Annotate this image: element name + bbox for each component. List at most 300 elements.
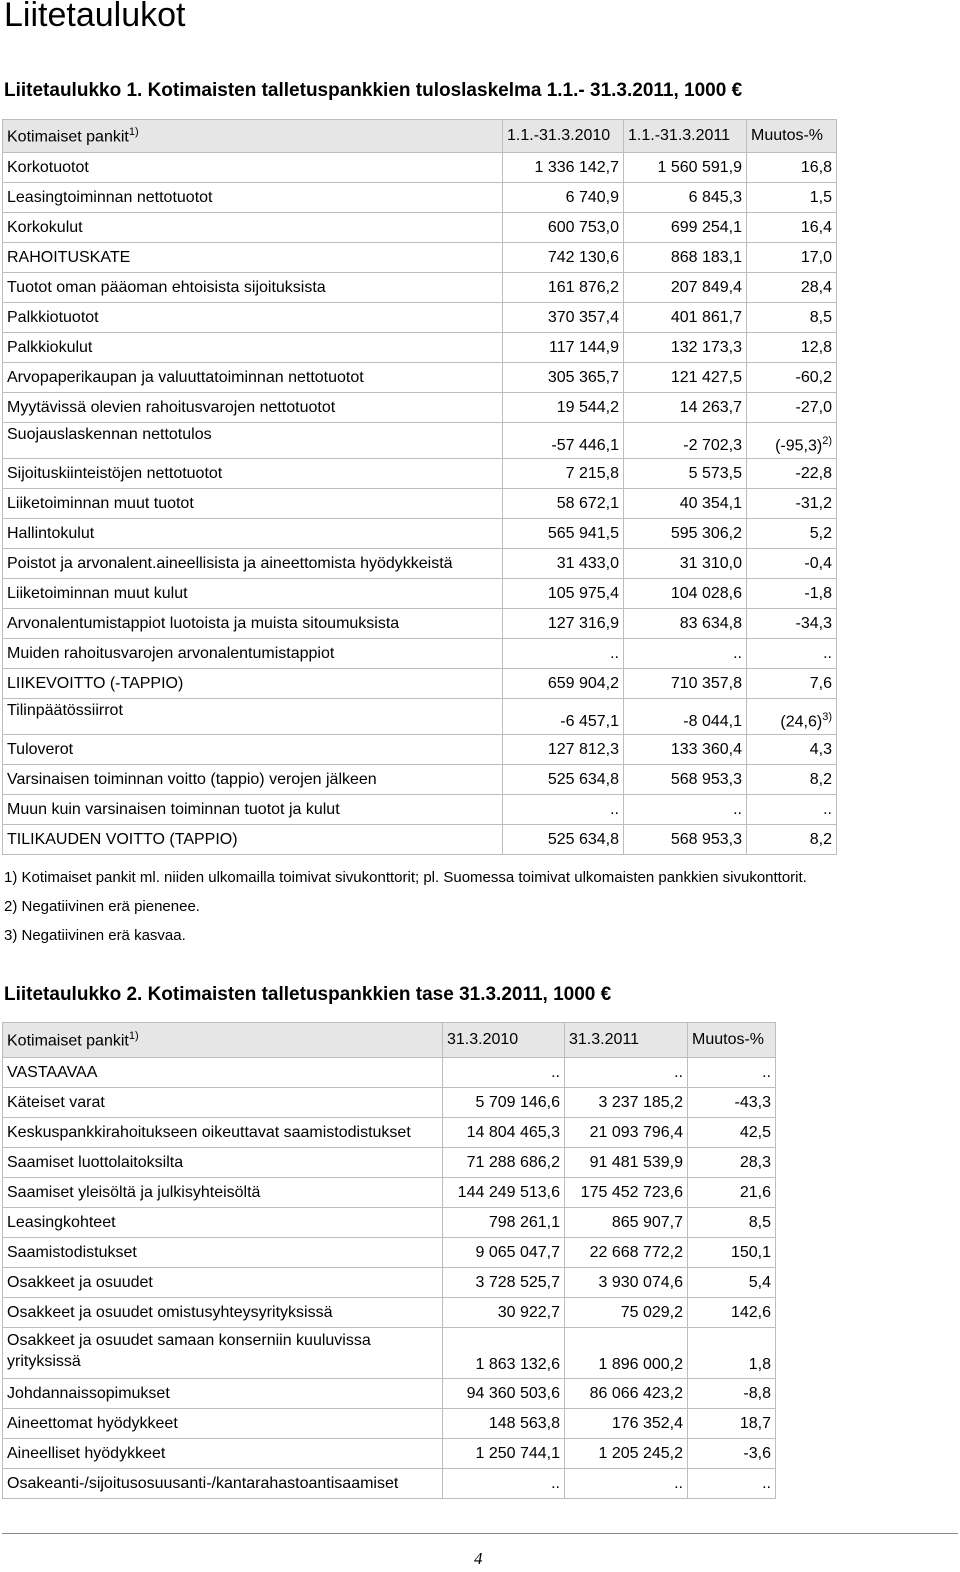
cell-value-2010-text: 659 904,2	[547, 674, 619, 692]
cell-value-2011-text: ..	[674, 1474, 683, 1492]
cell-change-text: (-95,3)	[775, 437, 823, 454]
cell-value-2010	[503, 825, 624, 855]
cell-value-2011-text: 22 668 772,2	[589, 1243, 683, 1261]
cell-value-2010	[503, 579, 624, 609]
cell-change-text: 5,4	[748, 1273, 771, 1291]
cell-value-2010	[443, 1118, 565, 1148]
cell-change	[688, 1148, 776, 1178]
cell-change	[747, 735, 837, 765]
cell-value-2011-text: 6 845,3	[688, 188, 742, 206]
cell-change-text: -1,8	[804, 584, 832, 602]
cell-value-2011	[624, 825, 747, 855]
table-row	[3, 1268, 776, 1298]
table-row	[3, 1088, 776, 1118]
footnote-ref: 1)	[128, 125, 139, 138]
cell-change	[747, 153, 837, 183]
cell-value-2011	[624, 519, 747, 549]
row-label	[3, 489, 503, 519]
cell-value-2011-text: 175 452 723,6	[580, 1183, 683, 1201]
row-label	[3, 273, 503, 303]
cell-change	[747, 363, 837, 393]
footnotes	[4, 866, 807, 953]
cell-change-text: 18,7	[739, 1414, 771, 1432]
cell-value-2011	[624, 243, 747, 273]
cell-change	[688, 1058, 776, 1088]
table-row	[3, 1178, 776, 1208]
cell-value-2011	[565, 1439, 688, 1469]
cell-value-2010-text: 94 360 503,6	[466, 1384, 560, 1402]
row-label-text: Arvopaperikaupan ja valuuttatoiminnan nettotuotot	[7, 368, 364, 386]
row-label-text: Osakkeet ja osuudet samaan konserniin kuuluvissa yrityksissä	[7, 1332, 371, 1370]
cell-change	[747, 243, 837, 273]
cell-change	[747, 669, 837, 699]
footnote-ref: 3)	[822, 710, 832, 723]
cell-value-2010	[503, 519, 624, 549]
cell-value-2010-text: 6 740,9	[565, 188, 619, 206]
cell-change-text: 8,2	[809, 770, 832, 788]
row-label-text: Leasingtoiminnan nettotuotot	[7, 188, 213, 206]
cell-change	[747, 519, 837, 549]
cell-value-2010-text: 798 261,1	[488, 1213, 560, 1231]
row-label-text: Palkkiokulut	[7, 338, 93, 356]
cell-change	[747, 303, 837, 333]
cell-value-2010	[503, 363, 624, 393]
row-label-text: TILIKAUDEN VOITTO (TAPPIO)	[7, 830, 238, 848]
cell-value-2011-text: 1 896 000,2	[598, 1356, 683, 1373]
cell-change	[688, 1178, 776, 1208]
cell-value-2010-text: 1 250 744,1	[475, 1444, 560, 1462]
cell-value-2011	[565, 1148, 688, 1178]
row-label-text: Tuotot oman pääoman ehtoisista sijoituksista	[7, 278, 326, 296]
table-row	[3, 213, 837, 243]
cell-change	[747, 699, 837, 735]
cell-value-2011-text: 595 306,2	[670, 524, 742, 542]
cell-value-2011-text: 401 861,7	[670, 308, 742, 326]
row-label-text: Myytävissä olevien rahoitusvarojen nettotuotot	[7, 398, 336, 416]
cell-change	[688, 1268, 776, 1298]
cell-value-2011-text: 86 066 423,2	[589, 1384, 683, 1402]
table-row	[3, 363, 837, 393]
row-label-text: Hallintokulut	[7, 524, 95, 542]
cell-value-2010-text: 117 144,9	[549, 338, 619, 356]
cell-change-text: 28,3	[739, 1153, 771, 1171]
cell-value-2010-text: 30 922,7	[497, 1303, 560, 1321]
cell-value-2011-text: 868 183,1	[670, 248, 742, 266]
table-header-row	[3, 1023, 776, 1058]
row-label-text: Varsinaisen toiminnan voitto (tappio) verojen jälkeen	[7, 770, 377, 788]
column-header-label: Kotimaiset pankit	[7, 1032, 129, 1050]
row-label	[3, 579, 503, 609]
cell-value-2010	[443, 1469, 565, 1499]
row-label-text: Keskuspankkirahoitukseen oikeuttavat saamistodistukset	[7, 1123, 411, 1141]
cell-value-2010	[503, 669, 624, 699]
cell-change-text: -31,2	[795, 494, 832, 512]
table-row	[3, 699, 837, 735]
cell-value-2010-text: ..	[610, 800, 619, 818]
row-label	[3, 1469, 443, 1499]
cell-value-2010	[503, 183, 624, 213]
cell-change-text: 4,3	[809, 740, 832, 758]
cell-value-2010	[503, 765, 624, 795]
cell-value-2010	[503, 699, 624, 735]
cell-value-2010	[503, 639, 624, 669]
column-header-2010: 31.3.2010	[443, 1023, 565, 1058]
cell-change	[747, 609, 837, 639]
footnote-2: 2) Negatiivinen erä pienenee.	[4, 898, 200, 915]
cell-value-2011	[624, 393, 747, 423]
cell-value-2011	[565, 1469, 688, 1499]
row-label-text: RAHOITUSKATE	[7, 248, 131, 266]
cell-value-2011	[624, 213, 747, 243]
cell-value-2011	[624, 609, 747, 639]
table-row	[3, 825, 837, 855]
row-label	[3, 825, 503, 855]
row-label	[3, 243, 503, 273]
cell-value-2010	[443, 1058, 565, 1088]
cell-value-2011	[565, 1178, 688, 1208]
cell-change	[688, 1469, 776, 1499]
table-row	[3, 579, 837, 609]
cell-change-text: 17,0	[800, 248, 832, 266]
row-label	[3, 459, 503, 489]
row-label-text: VASTAAVAA	[7, 1063, 98, 1081]
row-label-text: Leasingkohteet	[7, 1213, 116, 1231]
table-header-row	[3, 120, 837, 153]
row-label-text: Tuloverot	[7, 740, 74, 758]
row-label	[3, 363, 503, 393]
cell-value-2011	[565, 1379, 688, 1409]
cell-value-2011	[624, 639, 747, 669]
column-header-change: Muutos-%	[688, 1023, 776, 1058]
row-label	[3, 1328, 443, 1379]
column-header-banks	[3, 1023, 443, 1058]
cell-value-2011-text: ..	[674, 1063, 683, 1081]
cell-value-2010	[503, 795, 624, 825]
table-row	[3, 423, 837, 459]
row-label	[3, 1208, 443, 1238]
table-row	[3, 765, 837, 795]
cell-change	[688, 1238, 776, 1268]
row-label-text: Sijoituskiinteistöjen nettotuotot	[7, 464, 223, 482]
cell-value-2011	[624, 363, 747, 393]
table-row	[3, 273, 837, 303]
cell-value-2010	[443, 1178, 565, 1208]
cell-change-text: 7,6	[809, 674, 832, 692]
cell-value-2011	[624, 765, 747, 795]
cell-value-2011-text: ..	[733, 800, 742, 818]
cell-change-text: 8,5	[809, 308, 832, 326]
cell-value-2010-text: 127 316,9	[547, 614, 619, 632]
cell-change	[747, 273, 837, 303]
footnote-ref: 2)	[822, 434, 832, 447]
cell-value-2010	[443, 1439, 565, 1469]
cell-value-2010-text: 600 753,0	[547, 218, 619, 236]
cell-value-2010	[443, 1409, 565, 1439]
table-row	[3, 489, 837, 519]
cell-value-2011	[624, 579, 747, 609]
cell-value-2011-text: 568 953,3	[670, 830, 742, 848]
row-label	[3, 213, 503, 243]
cell-change-text: 21,6	[739, 1183, 771, 1201]
cell-value-2011	[624, 795, 747, 825]
cell-change-text: 42,5	[739, 1123, 771, 1141]
row-label	[3, 549, 503, 579]
row-label-text: Osakkeet ja osuudet	[7, 1273, 153, 1291]
cell-change-text: 1,8	[748, 1356, 771, 1373]
cell-value-2010-text: 742 130,6	[547, 248, 619, 266]
cell-value-2010-text: 14 804 465,3	[466, 1123, 560, 1141]
row-label	[3, 183, 503, 213]
cell-change-text: -43,3	[734, 1093, 771, 1111]
cell-change-text: -60,2	[795, 368, 832, 386]
cell-value-2010	[443, 1238, 565, 1268]
table2-title: Liitetaulukko 2. Kotimaisten talletuspankkien tase 31.3.2011, 1000 €	[4, 984, 612, 1005]
cell-value-2010-text: 7 215,8	[565, 464, 619, 482]
row-label-text: Arvonalentumistappiot luotoista ja muista sitoumuksista	[7, 614, 400, 632]
income-statement-table	[2, 119, 837, 855]
cell-value-2010	[443, 1328, 565, 1379]
cell-value-2010	[443, 1148, 565, 1178]
row-label-text: Liiketoiminnan muut tuotot	[7, 494, 194, 512]
cell-value-2010	[443, 1298, 565, 1328]
cell-change	[747, 213, 837, 243]
cell-change	[688, 1439, 776, 1469]
cell-value-2011-text: 133 360,4	[670, 740, 742, 758]
row-label	[3, 765, 503, 795]
cell-value-2010-text: 71 288 686,2	[466, 1153, 560, 1171]
cell-value-2011-text: 14 263,7	[679, 398, 742, 416]
cell-value-2011-text: 5 573,5	[688, 464, 742, 482]
cell-value-2010-text: 148 563,8	[488, 1414, 560, 1432]
row-label-text: LIIKEVOITTO (-TAPPIO)	[7, 674, 184, 692]
table1-title: Liitetaulukko 1. Kotimaisten talletuspankkien tuloslaskelma 1.1.- 31.3.2011, 1000 €	[4, 80, 743, 101]
cell-value-2010	[503, 459, 624, 489]
row-label-text: Johdannaissopimukset	[7, 1384, 170, 1402]
footnote-ref: 1)	[128, 1029, 139, 1042]
cell-value-2011-text: 710 357,8	[670, 674, 742, 692]
cell-value-2010-text: ..	[551, 1063, 560, 1081]
cell-change-text: ..	[762, 1474, 771, 1492]
cell-value-2011	[565, 1088, 688, 1118]
cell-value-2010	[503, 303, 624, 333]
cell-value-2011	[624, 273, 747, 303]
row-label	[3, 333, 503, 363]
cell-value-2011	[624, 183, 747, 213]
cell-value-2011-text: 3 237 185,2	[598, 1093, 683, 1111]
cell-change	[747, 549, 837, 579]
row-label-text: Poistot ja arvonalent.aineellisista ja aineettomista hyödykkeistä	[7, 554, 453, 572]
cell-value-2010	[503, 549, 624, 579]
cell-value-2010-text: ..	[551, 1474, 560, 1492]
cell-value-2011	[624, 303, 747, 333]
column-header-2011: 31.3.2011	[565, 1023, 688, 1058]
cell-value-2011	[565, 1208, 688, 1238]
row-label	[3, 1409, 443, 1439]
table-row	[3, 393, 837, 423]
row-label-text: Tilinpäätössiirrot	[7, 702, 123, 719]
page-number: 4	[474, 1549, 483, 1568]
cell-change-text: -8,8	[743, 1384, 771, 1402]
column-header-label: Kotimaiset pankit	[7, 128, 129, 146]
cell-value-2011-text: 121 427,5	[670, 368, 742, 386]
cell-change-text: ..	[823, 800, 832, 818]
cell-value-2010-text: 144 249 513,6	[457, 1183, 560, 1201]
cell-value-2010-text: 19 544,2	[556, 398, 619, 416]
cell-value-2011-text: 83 634,8	[679, 614, 742, 632]
cell-value-2011	[624, 669, 747, 699]
cell-value-2011-text: 3 930 074,6	[598, 1273, 683, 1291]
cell-value-2010-text: 525 634,8	[547, 830, 619, 848]
cell-value-2010-text: 565 941,5	[547, 524, 619, 542]
table-row	[3, 303, 837, 333]
table-row	[3, 459, 837, 489]
cell-value-2010	[503, 333, 624, 363]
cell-value-2010	[443, 1268, 565, 1298]
cell-value-2011	[624, 333, 747, 363]
cell-change	[747, 393, 837, 423]
row-label	[3, 1238, 443, 1268]
table-row	[3, 153, 837, 183]
cell-value-2010	[503, 243, 624, 273]
cell-change	[688, 1208, 776, 1238]
table-row	[3, 1238, 776, 1268]
cell-change	[688, 1298, 776, 1328]
cell-value-2010-text: 3 728 525,7	[475, 1273, 560, 1291]
row-label-text: Aineelliset hyödykkeet	[7, 1444, 166, 1462]
row-label	[3, 1268, 443, 1298]
cell-value-2011	[624, 153, 747, 183]
cell-change-text: ..	[823, 644, 832, 662]
cell-change-text: 16,8	[800, 158, 832, 176]
row-label	[3, 1379, 443, 1409]
cell-change-text: (24,6)	[780, 713, 823, 730]
cell-value-2011-text: 865 907,7	[611, 1213, 683, 1231]
row-label	[3, 1298, 443, 1328]
cell-change	[747, 333, 837, 363]
cell-change	[747, 825, 837, 855]
cell-value-2010-text: 58 672,1	[556, 494, 619, 512]
row-label-text: Palkkiotuotot	[7, 308, 99, 326]
table-row	[3, 795, 837, 825]
cell-change	[688, 1409, 776, 1439]
cell-change	[747, 489, 837, 519]
cell-value-2010	[503, 393, 624, 423]
row-label	[3, 303, 503, 333]
row-label-text: Aineettomat hyödykkeet	[7, 1414, 178, 1432]
cell-value-2010-text: 9 065 047,7	[475, 1243, 560, 1261]
cell-value-2011	[565, 1328, 688, 1379]
row-label-text: Korkokulut	[7, 218, 83, 236]
row-label-text: Muiden rahoitusvarojen arvonalentumistappiot	[7, 644, 335, 662]
cell-value-2011-text: 1 205 245,2	[598, 1444, 683, 1462]
cell-change	[747, 183, 837, 213]
table-row	[3, 519, 837, 549]
cell-change-text: -0,4	[804, 554, 832, 572]
balance-sheet-table	[2, 1022, 776, 1499]
row-label	[3, 735, 503, 765]
cell-change-text: 12,8	[800, 338, 832, 356]
cell-value-2010-text: ..	[610, 644, 619, 662]
row-label	[3, 1118, 443, 1148]
cell-change-text: 150,1	[730, 1243, 771, 1261]
cell-value-2011-text: 104 028,6	[670, 584, 742, 602]
cell-value-2010-text: -57 446,1	[551, 437, 619, 454]
cell-value-2011-text: ..	[733, 644, 742, 662]
row-label	[3, 393, 503, 423]
cell-change	[747, 795, 837, 825]
row-label	[3, 1178, 443, 1208]
column-header-banks	[3, 120, 503, 153]
cell-value-2011-text: 176 352,4	[611, 1414, 683, 1432]
cell-value-2011	[565, 1298, 688, 1328]
cell-change-text: 142,6	[730, 1303, 771, 1321]
cell-value-2010	[503, 153, 624, 183]
page-title: Liitetaulukot	[4, 0, 186, 34]
row-label	[3, 669, 503, 699]
cell-change	[688, 1379, 776, 1409]
cell-value-2010-text: 1 336 142,7	[534, 158, 619, 176]
cell-value-2010-text: 161 876,2	[547, 278, 619, 296]
cell-change-text: -34,3	[795, 614, 832, 632]
cell-change	[747, 579, 837, 609]
cell-value-2010	[503, 213, 624, 243]
row-label-text: Saamiset yleisöltä ja julkisyhteisöltä	[7, 1183, 261, 1201]
cell-value-2010	[503, 489, 624, 519]
cell-value-2011	[565, 1118, 688, 1148]
cell-change	[747, 765, 837, 795]
cell-change-text: 8,5	[748, 1213, 771, 1231]
table-row	[3, 333, 837, 363]
table-row	[3, 549, 837, 579]
table-row	[3, 639, 837, 669]
cell-value-2010-text: 31 433,0	[556, 554, 619, 572]
footnote-1: 1) Kotimaiset pankit ml. niiden ulkomailla toimivat sivukonttorit; pl. Suomessa toimivat ulkomaisten pankkien sivukonttorit.	[4, 869, 807, 886]
cell-value-2011-text: 21 093 796,4	[589, 1123, 683, 1141]
cell-change-text: -22,8	[795, 464, 832, 482]
row-label-text: Osakkeet ja osuudet omistusyhteysyrityksissä	[7, 1303, 333, 1321]
row-label	[3, 519, 503, 549]
cell-change	[688, 1118, 776, 1148]
cell-change-text: 28,4	[800, 278, 832, 296]
row-label	[3, 153, 503, 183]
cell-change-text: 1,5	[809, 188, 832, 206]
row-label-text: Suojauslaskennan nettotulos	[7, 426, 212, 443]
row-label-text: Muun kuin varsinaisen toiminnan tuotot ja kulut	[7, 800, 340, 818]
row-label	[3, 795, 503, 825]
cell-value-2010	[503, 735, 624, 765]
column-header-2010: 1.1.-31.3.2010	[503, 120, 624, 153]
cell-change-text: ..	[762, 1063, 771, 1081]
page-divider	[2, 1533, 958, 1534]
cell-value-2010	[503, 423, 624, 459]
table-row	[3, 183, 837, 213]
column-header-2011: 1.1.-31.3.2011	[624, 120, 747, 153]
row-label-text: Saamistodistukset	[7, 1243, 137, 1261]
cell-change-text: 5,2	[809, 524, 832, 542]
table-row	[3, 1469, 776, 1499]
cell-value-2011	[565, 1238, 688, 1268]
cell-value-2010	[443, 1088, 565, 1118]
row-label-text: Saamiset luottolaitoksilta	[7, 1153, 184, 1171]
table-row	[3, 1379, 776, 1409]
table-row	[3, 243, 837, 273]
table-row	[3, 1439, 776, 1469]
cell-value-2010-text: 525 634,8	[547, 770, 619, 788]
row-label-text: Korkotuotot	[7, 158, 89, 176]
cell-value-2010	[443, 1208, 565, 1238]
cell-value-2011	[624, 735, 747, 765]
cell-value-2010	[503, 273, 624, 303]
